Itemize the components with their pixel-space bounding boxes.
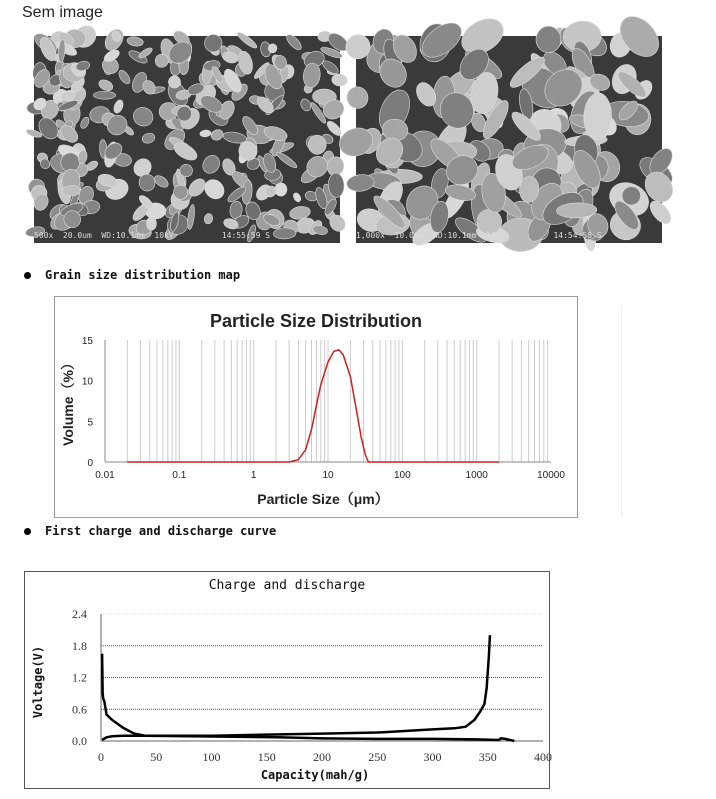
x-tick-label: 250 bbox=[368, 750, 387, 764]
bullet-icon bbox=[24, 272, 31, 279]
particle bbox=[331, 73, 347, 86]
x-tick-label: 10000 bbox=[537, 470, 565, 481]
x-tick-label: 100 bbox=[202, 750, 221, 764]
y-tick-label: 1.2 bbox=[72, 670, 87, 685]
y-tick-label: 0 bbox=[87, 458, 93, 469]
particle bbox=[203, 213, 213, 225]
particle bbox=[141, 132, 156, 145]
divider bbox=[621, 305, 622, 515]
sem-caption bbox=[34, 229, 340, 243]
particle bbox=[97, 78, 114, 93]
particle-size-chart bbox=[54, 296, 578, 518]
particle bbox=[210, 128, 225, 142]
x-tick-label: 10 bbox=[322, 470, 334, 481]
x-tick-label: 150 bbox=[257, 750, 276, 764]
series-line-charge bbox=[102, 736, 514, 741]
sem-particles bbox=[34, 36, 340, 243]
particle bbox=[344, 84, 372, 112]
particle bbox=[199, 152, 223, 176]
series-line-discharge bbox=[102, 635, 490, 736]
x-tick-label: 300 bbox=[423, 750, 442, 764]
particle bbox=[274, 183, 287, 197]
particle bbox=[268, 44, 277, 53]
section-grain-size bbox=[24, 268, 240, 282]
y-tick-label: 10 bbox=[81, 376, 93, 388]
particle bbox=[130, 104, 156, 129]
y-tick-label: 0.6 bbox=[72, 702, 87, 717]
x-axis-label: Particle Size（μm） bbox=[257, 491, 389, 507]
bullet-icon bbox=[24, 528, 31, 535]
particle bbox=[93, 91, 115, 99]
particle bbox=[284, 32, 303, 52]
sem-caption-text: 500x 20.0um WD:10.1mm 10kV bbox=[34, 231, 174, 240]
particle bbox=[236, 30, 259, 50]
particle bbox=[200, 130, 212, 138]
y-tick-label: 1.8 bbox=[72, 638, 87, 653]
sem-timestamp: 14:55:59 S bbox=[221, 231, 271, 240]
charge-discharge-chart bbox=[24, 571, 550, 789]
x-tick-label: 1 bbox=[250, 470, 257, 481]
section-heading: Grain size distribution map bbox=[45, 268, 241, 282]
y-axis-label: Volume（%） bbox=[60, 356, 76, 446]
particle bbox=[292, 192, 302, 203]
x-tick-label: 50 bbox=[150, 750, 163, 764]
y-axis-label: Voltage(V) bbox=[31, 645, 45, 719]
x-tick-label: 100 bbox=[393, 470, 411, 481]
sem-particles bbox=[356, 36, 662, 243]
particle bbox=[35, 114, 62, 142]
x-tick-label: 0.01 bbox=[95, 470, 115, 481]
cd-plot bbox=[25, 572, 552, 788]
x-tick-label: 0.1 bbox=[172, 470, 187, 481]
x-tick-label: 200 bbox=[313, 750, 331, 764]
sem-image-500x bbox=[34, 36, 340, 243]
y-tick-label: 5 bbox=[87, 417, 93, 429]
section-charge bbox=[24, 524, 276, 538]
particle bbox=[536, 26, 561, 53]
x-tick-label: 0 bbox=[98, 750, 104, 764]
section-heading: First charge and discharge curve bbox=[45, 524, 277, 538]
chart-title: Charge and discharge bbox=[208, 578, 366, 593]
sem-timestamp: 14:54:58 S bbox=[553, 231, 602, 240]
particle bbox=[186, 204, 195, 230]
psd-plot bbox=[55, 297, 577, 517]
particle bbox=[117, 68, 133, 85]
x-tick-label: 350 bbox=[478, 750, 497, 764]
x-tick-label: 1000 bbox=[465, 470, 488, 481]
x-axis-label: Capacity(mah/g) bbox=[260, 768, 370, 782]
x-tick-label: 400 bbox=[534, 750, 552, 764]
particle bbox=[201, 176, 228, 203]
particle bbox=[126, 36, 144, 48]
series-line-volume bbox=[127, 350, 499, 462]
particle bbox=[112, 99, 125, 115]
sem-title: Sem image bbox=[22, 4, 103, 21]
y-tick-label: 2.4 bbox=[72, 607, 87, 621]
sem-image-1000x bbox=[356, 36, 662, 243]
particle bbox=[275, 150, 299, 170]
sem-caption-text: 1,000x 10.0um WD:10.1mm 10kV bbox=[356, 231, 506, 240]
sem-caption bbox=[356, 229, 662, 243]
y-tick-label: 0.0 bbox=[72, 734, 87, 748]
y-tick-label: 15 bbox=[81, 336, 93, 347]
chart-title: Particle Size Distribution bbox=[209, 311, 423, 331]
particle bbox=[79, 116, 91, 130]
